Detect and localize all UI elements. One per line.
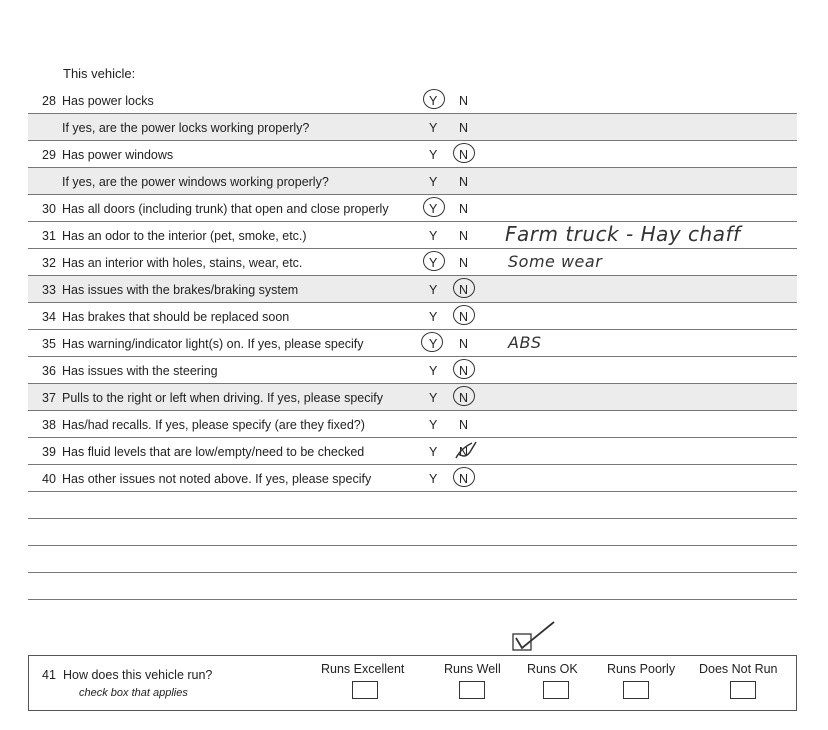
yes-option[interactable]: Y: [429, 337, 438, 351]
question-text: Has issues with the brakes/braking system: [62, 283, 299, 297]
no-option[interactable]: N: [459, 94, 469, 108]
question-number: 41: [42, 668, 56, 682]
question-number: 40: [42, 472, 56, 486]
yes-option[interactable]: Y: [429, 202, 438, 216]
question-text: Has an odor to the interior (pet, smoke, etc.): [62, 229, 307, 243]
no-option[interactable]: N: [459, 391, 469, 405]
yes-option[interactable]: Y: [429, 94, 438, 108]
question-row: [28, 384, 797, 411]
yes-option[interactable]: Y: [429, 256, 438, 270]
blank-line: [28, 519, 797, 546]
question-row: [28, 114, 797, 141]
no-option[interactable]: N: [459, 283, 469, 297]
no-option[interactable]: N: [459, 418, 469, 432]
question-text: Has all doors (including trunk) that open and close properly: [62, 202, 389, 216]
question-number: 30: [42, 202, 56, 216]
question-row: [28, 303, 797, 330]
question-text: Has an interior with holes, stains, wear, etc.: [62, 256, 303, 270]
question-row: [28, 249, 797, 276]
pen-mark-icon: [452, 440, 482, 462]
question-number: 37: [42, 391, 56, 405]
question-row: [28, 411, 797, 438]
question-row: [28, 465, 797, 492]
no-option[interactable]: N: [459, 121, 469, 135]
question-text: Has power locks: [62, 94, 154, 108]
no-option[interactable]: N: [459, 472, 469, 486]
question-row: [28, 168, 797, 195]
question-row: [28, 357, 797, 384]
no-option[interactable]: N: [459, 364, 469, 378]
option-label: Does Not Run: [699, 662, 778, 676]
question-text: Has brakes that should be replaced soon: [62, 310, 290, 324]
yes-option[interactable]: Y: [429, 445, 438, 459]
question-row: [28, 276, 797, 303]
no-option[interactable]: N: [459, 175, 469, 189]
question-number: 34: [42, 310, 56, 324]
question-number: 36: [42, 364, 56, 378]
question-text: Has other issues not noted above. If yes, please specify: [62, 472, 372, 486]
checkmark-icon: [510, 620, 560, 656]
handwritten-note: ABS: [508, 333, 542, 352]
question-text: How does this vehicle run?: [63, 668, 213, 682]
question-text: Has warning/indicator light(s) on. If yes, please specify: [62, 337, 364, 351]
no-option[interactable]: N: [459, 337, 469, 351]
question-text: Pulls to the right or left when driving. If yes, please specify: [62, 391, 383, 405]
yes-option[interactable]: Y: [429, 175, 438, 189]
handwritten-note: Farm truck - Hay chaff: [505, 222, 741, 246]
blank-line: [28, 492, 797, 519]
no-option[interactable]: N: [459, 148, 469, 162]
option-label: Runs OK: [527, 662, 578, 676]
no-option[interactable]: N: [459, 310, 469, 324]
question-row: [28, 330, 797, 357]
yes-option[interactable]: Y: [429, 364, 438, 378]
checkbox-runs-poorly[interactable]: [623, 681, 649, 699]
question-text: If yes, are the power windows working properly?: [62, 175, 329, 189]
instruction-text: check box that applies: [79, 687, 188, 699]
question-number: 38: [42, 418, 56, 432]
yes-option[interactable]: Y: [429, 472, 438, 486]
question-row: [28, 438, 797, 465]
checkbox-runs-excellent[interactable]: [352, 681, 378, 699]
question-text: Has power windows: [62, 148, 174, 162]
checkbox-runs-well[interactable]: [459, 681, 485, 699]
yes-option[interactable]: Y: [429, 310, 438, 324]
question-row: [28, 87, 797, 114]
yes-option[interactable]: Y: [429, 391, 438, 405]
yes-option[interactable]: Y: [429, 229, 438, 243]
question-number: 28: [42, 94, 56, 108]
question-number: 39: [42, 445, 56, 459]
question-number: 31: [42, 229, 56, 243]
run-condition-box: [28, 655, 797, 711]
handwritten-note: Some wear: [508, 252, 603, 271]
checkbox-runs-ok[interactable]: [543, 681, 569, 699]
no-option[interactable]: N: [459, 256, 469, 270]
question-text: Has fluid levels that are low/empty/need to be checked: [62, 445, 365, 459]
no-option[interactable]: N: [459, 445, 469, 459]
question-row: [28, 195, 797, 222]
yes-option[interactable]: Y: [429, 418, 438, 432]
question-text: If yes, are the power locks working properly?: [62, 121, 310, 135]
option-label: Runs Poorly: [607, 662, 676, 676]
question-number: 29: [42, 148, 56, 162]
question-text: Has/had recalls. If yes, please specify (are they fixed?): [62, 418, 365, 432]
question-text: Has issues with the steering: [62, 364, 218, 378]
question-row: [28, 141, 797, 168]
yes-option[interactable]: Y: [429, 121, 438, 135]
yes-option[interactable]: Y: [429, 283, 438, 297]
yes-option[interactable]: Y: [429, 148, 438, 162]
section-heading: This vehicle:: [63, 66, 136, 81]
checkbox-does-not-run[interactable]: [730, 681, 756, 699]
blank-line: [28, 546, 797, 573]
blank-line: [28, 573, 797, 600]
question-row: [28, 222, 797, 249]
question-number: 33: [42, 283, 56, 297]
option-label: Runs Well: [444, 662, 501, 676]
no-option[interactable]: N: [459, 229, 469, 243]
no-option[interactable]: N: [459, 202, 469, 216]
question-number: 32: [42, 256, 56, 270]
question-number: 35: [42, 337, 56, 351]
option-label: Runs Excellent: [321, 662, 405, 676]
